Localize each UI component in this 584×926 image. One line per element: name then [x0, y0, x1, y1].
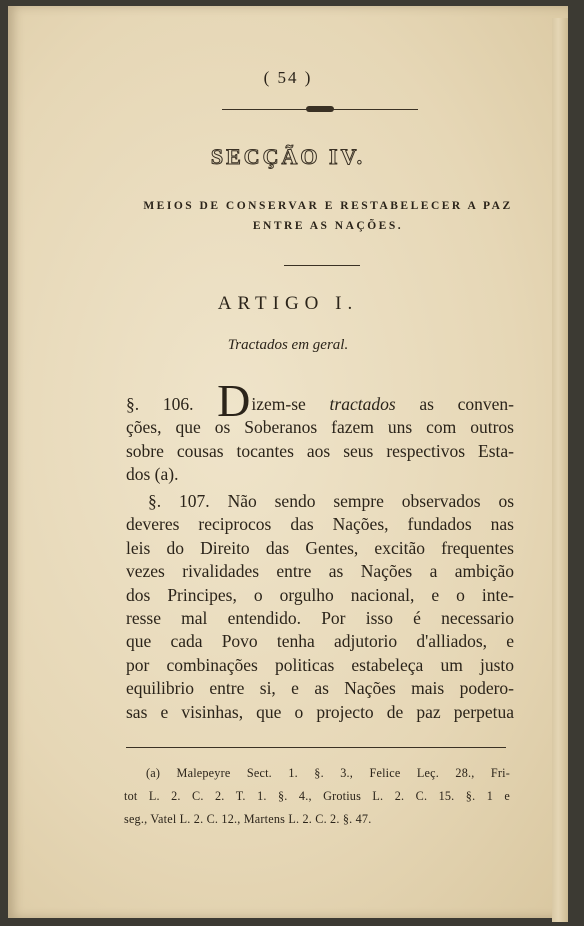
text-line: por combinações politicas estabeleça um justo [126, 654, 514, 675]
subtitle-line-2: ENTRE AS NAÇÕES. [252, 220, 404, 232]
ornament-center [306, 106, 334, 112]
section-title: SECÇÃO IV. [210, 144, 366, 169]
section-number: §. 106. [126, 394, 194, 414]
text-line: que cada Povo tenha adjutorio d'alliados, e [126, 631, 514, 652]
article-heading: ARTIGO I. [217, 293, 359, 314]
text-line: sobre cousas tocantes aos seus respectivos Esta- [126, 440, 514, 461]
text-line: ções, que os Soberanos fazem uns com outros [126, 417, 514, 438]
footnote-line: (a) Malepeyre Sect. 1. §. 3., Felice Leç. 28., Fri- [146, 766, 510, 780]
paragraph-107 [126, 490, 514, 724]
footnote-rule [126, 747, 506, 748]
text-line: dos (a). [126, 464, 179, 485]
paragraph-106 [126, 375, 514, 487]
text-line: dos Principes, o orgulho nacional, e o inte- [126, 584, 514, 605]
text-fragment: as conven- [419, 394, 514, 414]
text-line: §. 107. Não sendo sempre observados os [148, 491, 514, 511]
text-line: deveres reciprocos das Nações, fundados nas [126, 514, 514, 535]
drop-cap: D [217, 375, 251, 426]
subtitle-line-1: MEIOS DE CONSERVAR E RESTABELECER A PAZ [143, 200, 513, 212]
text-line: resse mal entendido. Por isso é necessario [126, 608, 514, 629]
footnote-line: seg., Vatel L. 2. C. 12., Martens L. 2. C. 2. §. 47. [124, 812, 372, 826]
text-line: equilibrio entre si, e as Nações mais podero- [126, 678, 514, 699]
text-line: leis do Direito das Gentes, excitão frequentes [126, 537, 514, 558]
article-subtitle: Tractados em geral. [227, 337, 349, 353]
book-page [8, 6, 568, 918]
text-line: vezes rivalidades entre as Nações a ambição [126, 561, 514, 582]
footnote-line: tot L. 2. C. 2. T. 1. §. 4., Grotius L. 2. C. 15. §. 1 e [124, 789, 510, 803]
ornament-rule-mid [284, 265, 360, 266]
text-line: sas e visinhas, que o projecto de paz perpetua [126, 701, 514, 722]
text-fragment: izem-se [251, 394, 306, 414]
text-line [126, 375, 514, 426]
page-number: ( 54 ) [263, 68, 313, 87]
italic-term: tractados [329, 394, 396, 414]
